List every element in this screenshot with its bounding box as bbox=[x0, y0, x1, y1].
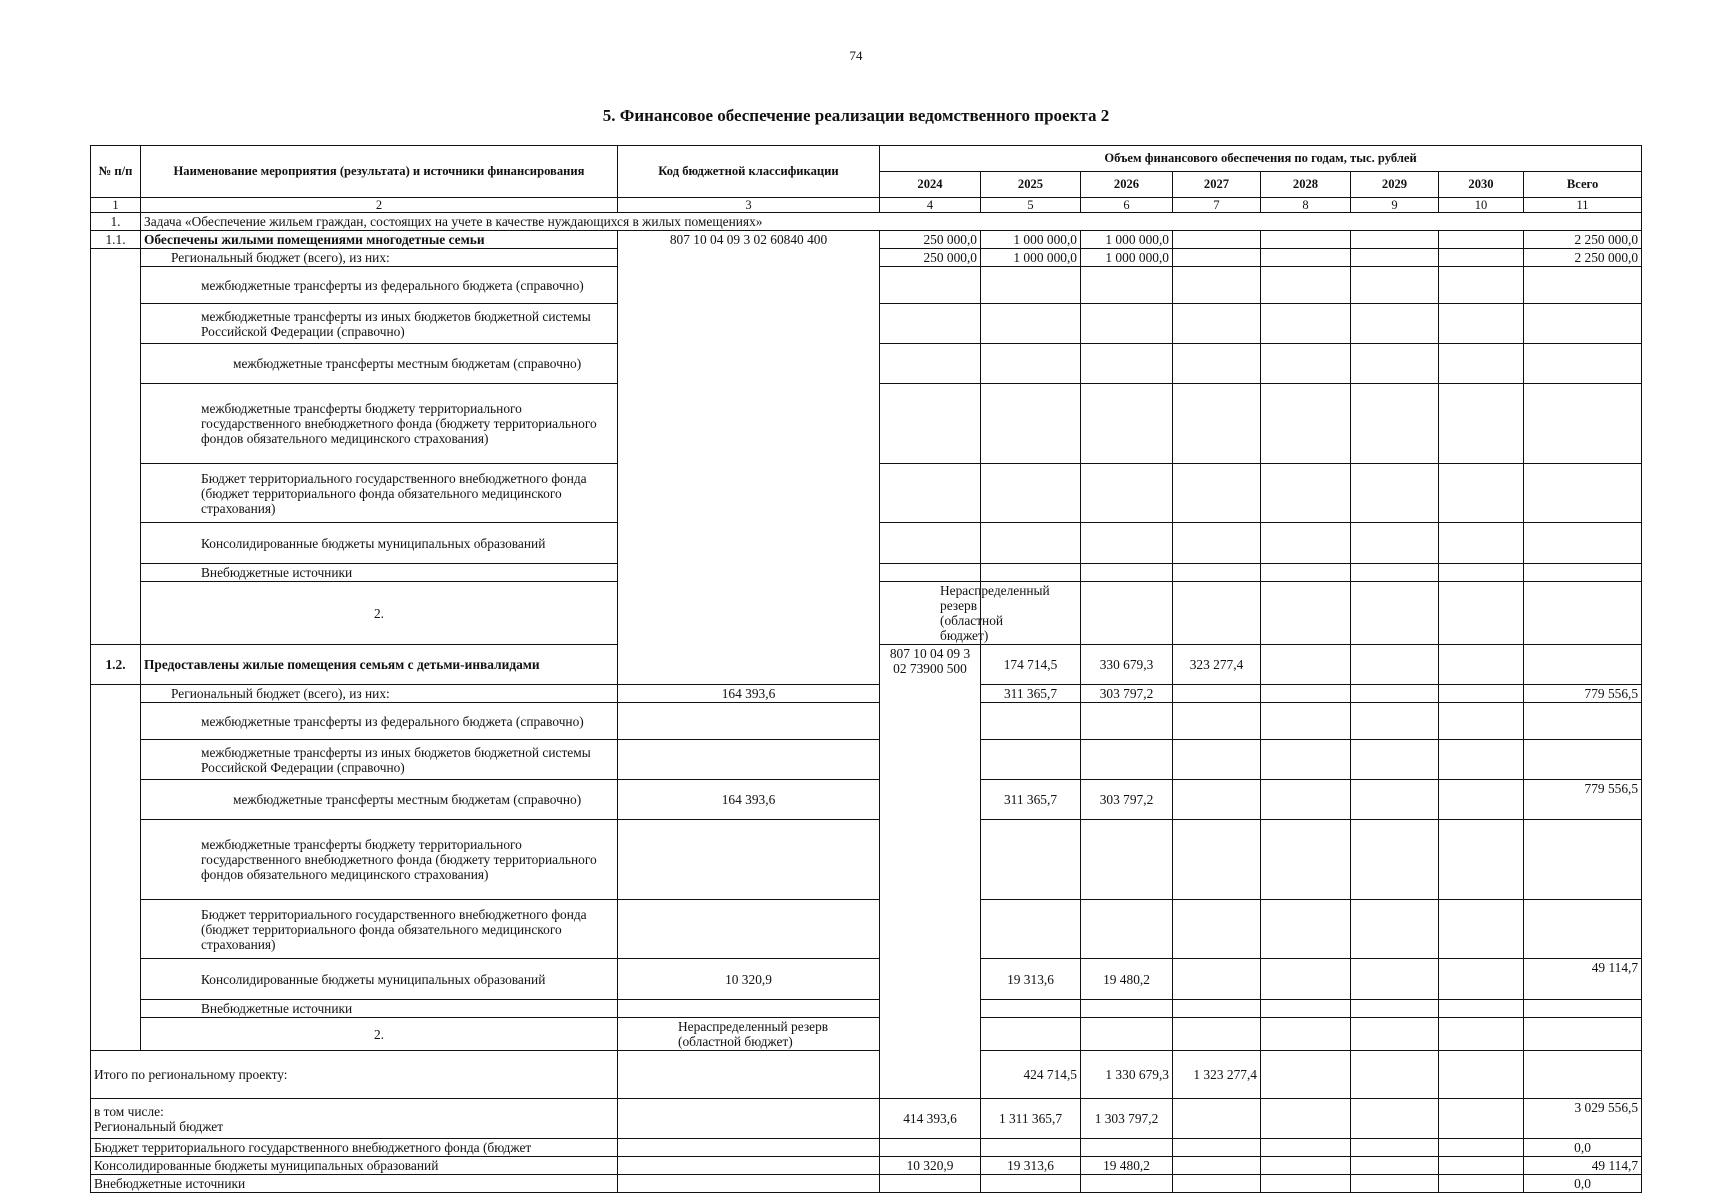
row-label: межбюджетные трансферты из федерального бюджета (справочно) bbox=[141, 703, 618, 740]
row-label: Нераспределенный резерв (областной бюджет) bbox=[618, 1018, 880, 1051]
value-2024: 414 393,6 bbox=[880, 1099, 981, 1139]
value-2025: 311 365,7 bbox=[981, 780, 1081, 820]
value-2024: 250 000,0 bbox=[880, 231, 981, 249]
header-year: 2027 bbox=[1173, 172, 1261, 198]
value-2026: 1 323 277,4 bbox=[1173, 1051, 1261, 1099]
column-number: 11 bbox=[1524, 198, 1642, 213]
row-label: межбюджетные трансферты из иных бюджетов бюджетной системы Российской Федерации (справочно) bbox=[141, 304, 618, 344]
value-total: 779 556,5 bbox=[1524, 780, 1642, 820]
value-total: 779 556,5 bbox=[1524, 685, 1642, 703]
result-name: Обеспечены жилыми помещениями многодетные семьи bbox=[141, 231, 618, 249]
reserve-num: 2. bbox=[141, 1018, 618, 1051]
budget-code: 807 10 04 09 3 02 60840 400 bbox=[618, 231, 880, 685]
value-total: 2 250 000,0 bbox=[1524, 231, 1642, 249]
header-total: Всего bbox=[1524, 172, 1642, 198]
header-year: 2026 bbox=[1081, 172, 1173, 198]
empty-num-cell bbox=[91, 685, 141, 1051]
header-num: № п/п bbox=[91, 146, 141, 198]
column-number: 4 bbox=[880, 198, 981, 213]
regional-label: Региональный бюджет bbox=[94, 1118, 224, 1134]
row-label: Консолидированные бюджеты муниципальных образований bbox=[141, 523, 618, 564]
value-2025: 19 313,6 bbox=[981, 1157, 1081, 1175]
value-total: 0,0 bbox=[1524, 1175, 1642, 1193]
value-2025: 1 330 679,3 bbox=[1081, 1051, 1173, 1099]
budget-code: 807 10 04 09 3 02 73900 500 bbox=[880, 645, 981, 1099]
row-label: межбюджетные трансферты бюджету территориального государственного внебюджетного фонда (бюджету территориального фондов обязательного медицинского страхования) bbox=[141, 820, 618, 900]
value-2025: 1 000 000,0 bbox=[981, 249, 1081, 267]
column-number: 7 bbox=[1173, 198, 1261, 213]
value-2024: 250 000,0 bbox=[880, 249, 981, 267]
header-code: Код бюджетной классификации bbox=[618, 146, 880, 198]
header-name: Наименование мероприятия (результата) и источники финансирования bbox=[141, 146, 618, 198]
header-year: 2030 bbox=[1439, 172, 1524, 198]
row-label: Региональный бюджет (всего), из них: bbox=[141, 685, 618, 703]
column-number: 2 bbox=[141, 198, 618, 213]
header-year: 2024 bbox=[880, 172, 981, 198]
row-label: Внебюджетные источники bbox=[141, 564, 618, 582]
value-2024: 164 393,6 bbox=[618, 685, 880, 703]
value-total: 3 029 556,5 bbox=[1524, 1099, 1642, 1139]
including-label: в том числе: bbox=[94, 1103, 164, 1119]
finance-table bbox=[90, 145, 1642, 1193]
value-total: 0,0 bbox=[1524, 1139, 1642, 1157]
value-2026: 303 797,2 bbox=[1081, 780, 1173, 820]
row-label: межбюджетные трансферты из иных бюджетов бюджетной системы Российской Федерации (справочно) bbox=[141, 740, 618, 780]
value-2026: 1 000 000,0 bbox=[1081, 231, 1173, 249]
header-year: 2025 bbox=[981, 172, 1081, 198]
column-number: 8 bbox=[1261, 198, 1351, 213]
value-2025: 311 365,7 bbox=[981, 685, 1081, 703]
result-num: 1.1. bbox=[91, 231, 141, 249]
document-title: 5. Финансовое обеспечение реализации ведомственного проекта 2 bbox=[602, 106, 1110, 125]
row-label: межбюджетные трансферты бюджету территориального государственного внебюджетного фонда (бюджету территориального фондов обязательного медицинского страхования) bbox=[141, 384, 618, 464]
row-label: Региональный бюджет (всего), из них: bbox=[141, 249, 618, 267]
value-2024: 174 714,5 bbox=[981, 645, 1081, 685]
page-number: 74 bbox=[849, 48, 863, 63]
reserve-num: 2. bbox=[141, 582, 618, 645]
column-number: 1 bbox=[91, 198, 141, 213]
column-number: 3 bbox=[618, 198, 880, 213]
value-total: 2 250 000,0 bbox=[1524, 249, 1642, 267]
value-2025: 1 311 365,7 bbox=[981, 1099, 1081, 1139]
column-number: 5 bbox=[981, 198, 1081, 213]
value-total: 49 114,7 bbox=[1524, 959, 1642, 1000]
row-label: межбюджетные трансферты из федерального бюджета (справочно) bbox=[141, 267, 618, 304]
value-2026: 1 303 797,2 bbox=[1081, 1099, 1173, 1139]
header-year: 2029 bbox=[1351, 172, 1439, 198]
empty-num-cell bbox=[91, 249, 141, 645]
value-2026: 303 797,2 bbox=[1081, 685, 1173, 703]
column-number: 6 bbox=[1081, 198, 1173, 213]
column-number: 10 bbox=[1439, 198, 1524, 213]
value-2025: 330 679,3 bbox=[1081, 645, 1173, 685]
header-volume: Объем финансового обеспечения по годам, тыс. рублей bbox=[880, 146, 1642, 172]
value-2024: 164 393,6 bbox=[618, 780, 880, 820]
total-label: Итого по региональному проекту: bbox=[91, 1051, 618, 1099]
total-municipal-label: Консолидированные бюджеты муниципальных образований bbox=[91, 1157, 618, 1175]
result-name: Предоставлены жилые помещения семьям с детьми-инвалидами bbox=[141, 645, 618, 685]
row-label: Нераспределенный резерв (областной бюджет) bbox=[880, 582, 981, 645]
value-2024: 10 320,9 bbox=[618, 959, 880, 1000]
row-label: Бюджет территориального государственного внебюджетного фонда (бюджет территориального фонда обязательного медицинского страхования) bbox=[141, 464, 618, 523]
total-tfoms-label: Бюджет территориального государственного внебюджетного фонда (бюджет bbox=[91, 1139, 618, 1157]
value-2025: 1 000 000,0 bbox=[981, 231, 1081, 249]
row-label: Бюджет территориального государственного внебюджетного фонда (бюджет территориального фонда обязательного медицинского страхования) bbox=[141, 900, 618, 959]
value-2025: 19 313,6 bbox=[981, 959, 1081, 1000]
total-offbudget-label: Внебюджетные источники bbox=[91, 1175, 618, 1193]
row-label: межбюджетные трансферты местным бюджетам (справочно) bbox=[141, 344, 618, 384]
result-num: 1.2. bbox=[91, 645, 141, 685]
total-regional-label bbox=[91, 1099, 618, 1139]
value-2026: 19 480,2 bbox=[1081, 959, 1173, 1000]
task-title: Задача «Обеспечение жильем граждан, состоящих на учете в качестве нуждающихся в жилых помещениях» bbox=[141, 213, 1642, 231]
header-year: 2028 bbox=[1261, 172, 1351, 198]
value-2024: 10 320,9 bbox=[880, 1157, 981, 1175]
value-2026: 19 480,2 bbox=[1081, 1157, 1173, 1175]
row-label: Внебюджетные источники bbox=[141, 1000, 618, 1018]
row-label: межбюджетные трансферты местным бюджетам (справочно) bbox=[141, 780, 618, 820]
value-2024: 424 714,5 bbox=[981, 1051, 1081, 1099]
value-2026: 323 277,4 bbox=[1173, 645, 1261, 685]
task-num: 1. bbox=[91, 213, 141, 231]
column-number: 9 bbox=[1351, 198, 1439, 213]
value-2026: 1 000 000,0 bbox=[1081, 249, 1173, 267]
row-label: Консолидированные бюджеты муниципальных образований bbox=[141, 959, 618, 1000]
value-total: 49 114,7 bbox=[1524, 1157, 1642, 1175]
